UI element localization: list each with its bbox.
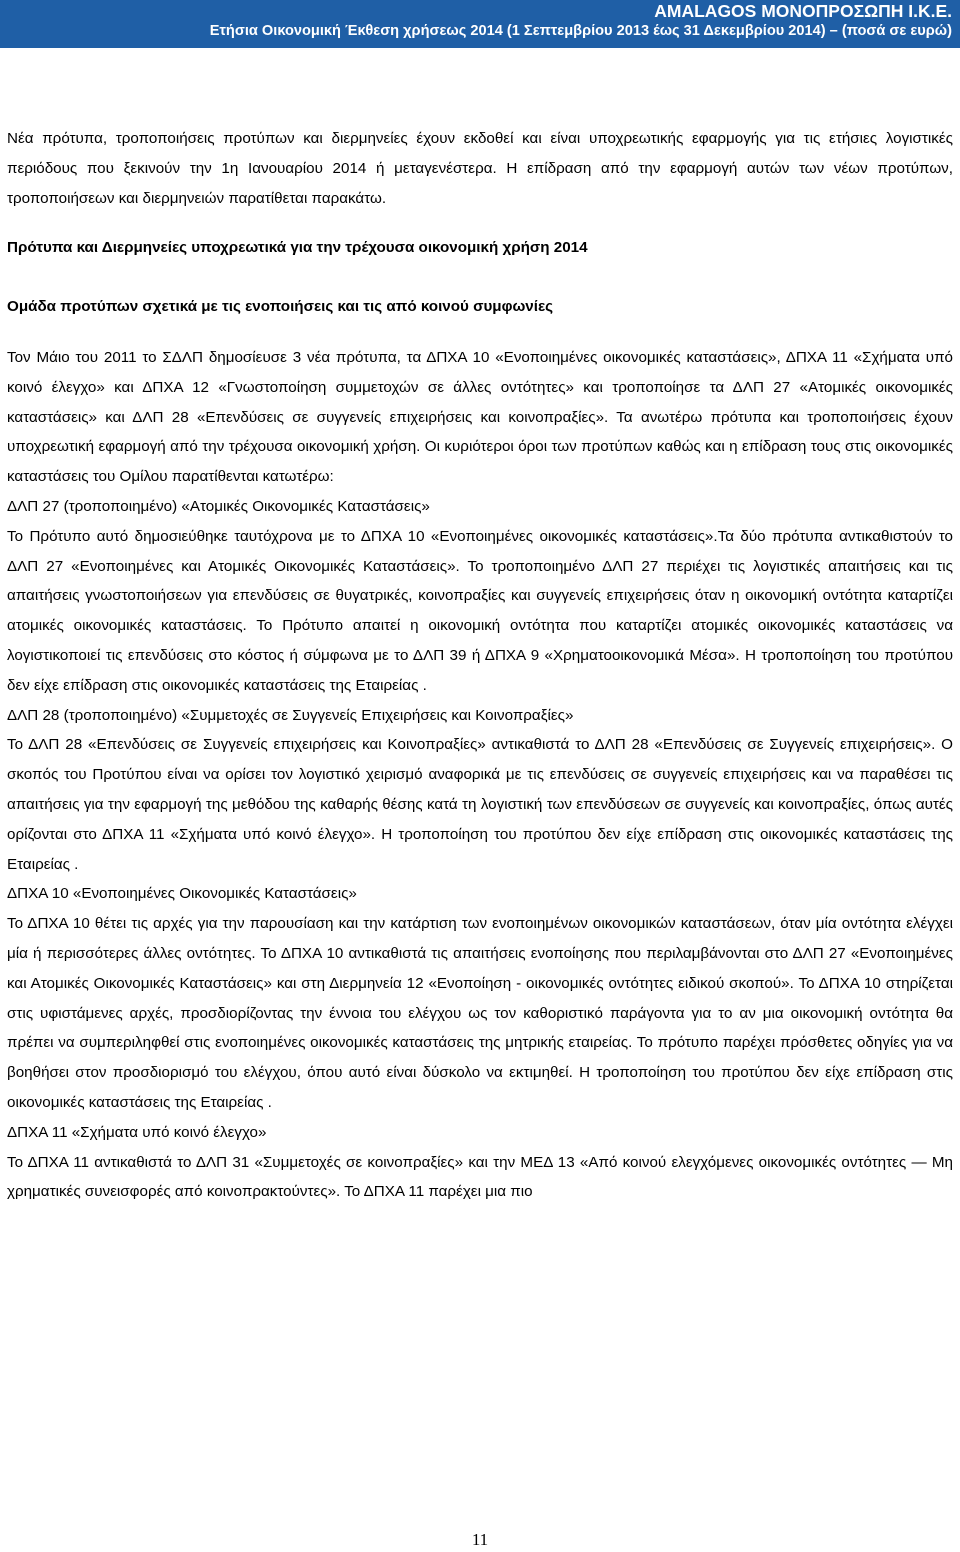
- ias28-title: ΔΛΠ 28 (τροποποιημένο) «Συμμετοχές σε Συγγενείς Επιχειρήσεις και Κοινοπραξίες»: [7, 706, 574, 724]
- company-name: AMALAGOS ΜΟΝΟΠΡΟΣΩΠΗ Ι.Κ.Ε.: [654, 1, 952, 21]
- mandatory-standards-heading: Πρότυπα και Διερμηνείες υποχρεωτικά για την τρέχουσα οικονομική χρήση 2014: [7, 239, 588, 257]
- consolidation-group-heading: Ομάδα προτύπων σχετικά με τις ενοποιήσεις και τις από κοινού συμφωνίες: [7, 298, 554, 316]
- page-number: 11: [471, 1530, 489, 1549]
- report-subtitle: Ετήσια Οικονομική Έκθεση χρήσεως 2014 (1 Σεπτεμβρίου 2013 έως 31 Δεκεμβρίου 2014) – (ποσά σε ευρώ): [209, 23, 952, 39]
- report-header: [0, 0, 960, 48]
- consolidation-group-paragraph: Τον Μάιο του 2011 το ΣΔΛΠ δημοσίευσε 3 νέα πρότυπα, τα ΔΠΧΑ 10 «Ενοποιημένες οικονομικές καταστάσεις», ΔΠΧΑ 11 «Σχήματα υπό κοινό έλεγχο» και ΔΠΧΑ 12 «Γνωστοποίηση συμμετοχών σε άλλες οντότητες» και τροποποίησε τα ΔΛΠ 27 «Ατομικές οικονομικές καταστάσεις» και ΔΛΠ 28 «Επενδύσεις σε συγγενείς επιχειρήσεις και κοινοπραξίες». Τα ανωτέρω πρότυπα και τροποποιήσεις έχουν υποχρεωτική εφαρμογή από την τρέχουσα οικονομική χρήση. Οι κυριότεροι όροι των προτύπων καθώς και η επίδραση τους στις οικονομικές καταστάσεις του Ομίλου παρατίθενται κατωτέρω:: [7, 348, 953, 486]
- page-body: [7, 124, 953, 1207]
- ifrs11-title: ΔΠΧΑ 11 «Σχήματα υπό κοινό έλεγχο»: [7, 1123, 267, 1141]
- ifrs10-title: ΔΠΧΑ 10 «Ενοποιημένες Οικονομικές Καταστάσεις»: [7, 885, 357, 903]
- ias28-paragraph: Το ΔΛΠ 28 «Επενδύσεις σε Συγγενείς επιχειρήσεις και Κοινοπραξίες» αντικαθιστά το ΔΛΠ 28 «Επενδύσεις σε Συγγενείς επιχειρήσεις». Ο σκοπός του Προτύπου είναι να ορίσει τον λογιστικό χειρισμό αναφορικά με τις επενδύσεις σε συγγενείς επιχειρήσεις και να παραθέσει τις απαιτήσεις για την εφαρμογή της μεθόδου της καθαρής θέσης κατά τη λογιστική των επενδύσεων σε συγγενείς και κοινοπραξίες, όπως αυτές ορίζονται στο ΔΠΧΑ 11 «Σχήματα υπό κοινό έλεγχο». Η τροποποίηση του προτύπου δεν είχε επίδραση στις οικονομικές καταστάσεις της Εταιρείας .: [7, 736, 953, 873]
- ifrs10-paragraph: Το ΔΠΧΑ 10 θέτει τις αρχές για την παρουσίαση και την κατάρτιση των ενοποιημένων οικονομικών καταστάσεων, όταν μία οντότητα ελέγχει μία ή περισσότερες άλλες οντότητες. Το ΔΠΧΑ 10 αντικαθιστά τις απαιτήσεις ενοποίησης που περιλαμβάνονται στο ΔΛΠ 27 «Ενοποιημένες και Ατομικές Οικονομικές Καταστάσεις» και στη Διερμηνεία 12 «Ενοποίηση - οικονομικές οντότητες ειδικού σκοπού». Το ΔΠΧΑ 10 στηρίζεται στις υφιστάμενες αρχές, προσδιορίζοντας την έννοια του ελέγχου ως τον καθοριστικό παράγοντα για το αν μια οικονομική οντότητα θα πρέπει να συμπεριληφθεί στις ενοποιημένες οικονομικές καταστάσεις της μητρικής εταιρείας. Το πρότυπο παρέχει πρόσθετες οδηγίες για να βοηθήσει στον προσδιορισμό του ελέγχου, όπου αυτό είναι δύσκολο να εκτιμηθεί. Η τροποποίηση του προτύπου δεν είχε επίδραση στις οικονομικές καταστάσεις της Εταιρείας .: [7, 915, 953, 1111]
- intro-paragraph: Νέα πρότυπα, τροποποιήσεις προτύπων και διερμηνείες έχουν εκδοθεί και είναι υποχρεωτικής εφαρμογής για τις ετήσιες λογιστικές περιόδους που ξεκινούν την 1η Ιανουαρίου 2014 ή μεταγενέστερα. Η επίδραση από την εφαρμογή αυτών των νέων προτύπων, τροποποιήσεων και διερμηνειών παρατίθεται παρακάτω.: [7, 130, 953, 207]
- ias27-title: ΔΛΠ 27 (τροποποιημένο) «Ατομικές Οικονομικές Καταστάσεις»: [7, 497, 430, 515]
- ias27-paragraph: Το Πρότυπο αυτό δημοσιεύθηκε ταυτόχρονα με το ΔΠΧΑ 10 «Ενοποιημένες οικονομικές καταστάσεις».Τα δύο πρότυπα αντικαθιστούν το ΔΛΠ 27 «Ενοποιημένες και Ατομικές Οικονομικές Καταστάσεις». Το τροποποιημένο ΔΛΠ 27 περιέχει τις λογιστικές απαιτήσεις και τις απαιτήσεις γνωστοποιήσεων για επενδύσεις σε θυγατρικές, κοινοπραξίες και συγγενείς επιχειρήσεις όταν η οικονομική οντότητα καταρτίζει ατομικές οικονομικές καταστάσεις. Το Πρότυπο απαιτεί η οικονομική οντότητα που καταρτίζει ατομικές οικονομικές καταστάσεις να λογιστικοποιεί τις επενδύσεις στο κόστος ή σύμφωνα με το ΔΛΠ 39 ή ΔΠΧΑ 9 «Χρηματοοικονομικά Μέσα». Η τροποποίηση του προτύπου δεν είχε επίδραση στις οικονομικές καταστάσεις της Εταιρείας .: [7, 527, 953, 694]
- ifrs11-paragraph: Το ΔΠΧΑ 11 αντικαθιστά το ΔΛΠ 31 «Συμμετοχές σε κοινοπραξίες» και την ΜΕΔ 13 «Από κοινού ελεγχόμενες οικονομικές οντότητες — Μη χρηματικές συνεισφορές από κοινοπρακτούντες». Το ΔΠΧΑ 11 παρέχει μια πιο: [7, 1153, 953, 1201]
